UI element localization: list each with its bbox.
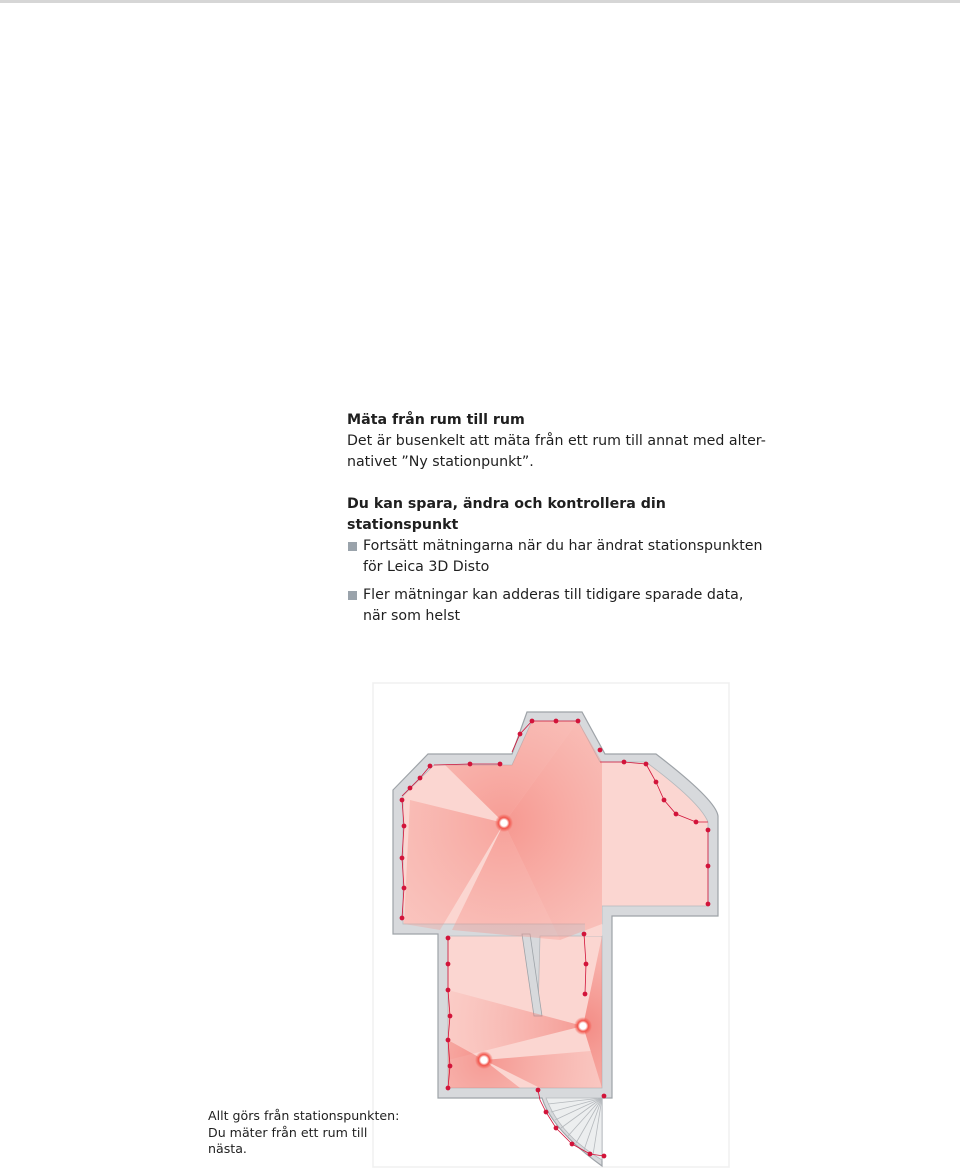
list-item [347, 536, 767, 578]
caption-line: Du mäter från ett rum till [208, 1124, 368, 1140]
square-bullet-icon [348, 591, 357, 600]
section-body-line: nativet ”Ny stationpunkt”. [347, 454, 534, 470]
station-point-icon [475, 1051, 493, 1069]
list-item-line: Fler mätningar kan adderas till tidigare sparade data, [363, 587, 744, 603]
station-point-icon [574, 1017, 592, 1035]
station-point-icon [495, 814, 513, 832]
section-heading: Mäta från rum till rum [347, 412, 525, 428]
feature-list [347, 536, 767, 627]
top-divider [0, 0, 960, 3]
list-item-line: för Leica 3D Disto [363, 559, 490, 575]
figure-caption [208, 1108, 399, 1158]
square-bullet-icon [348, 542, 357, 551]
list-item [347, 585, 767, 627]
section-body-line: Det är busenkelt att mäta från ett rum till annat med alter- [347, 433, 766, 449]
list-item-line: när som helst [363, 608, 461, 624]
caption-line: Allt görs från stationspunkten: [208, 1108, 400, 1123]
floor-plan-illustration [372, 682, 732, 1170]
subsection-heading: stationspunkt [347, 517, 459, 533]
caption-line: nästa. [208, 1141, 247, 1156]
subsection-heading: Du kan spara, ändra och kontrollera din [347, 496, 666, 512]
list-item-line: Fortsätt mätningarna när du har ändrat stationspunkten [363, 538, 763, 554]
text-content [347, 410, 767, 634]
